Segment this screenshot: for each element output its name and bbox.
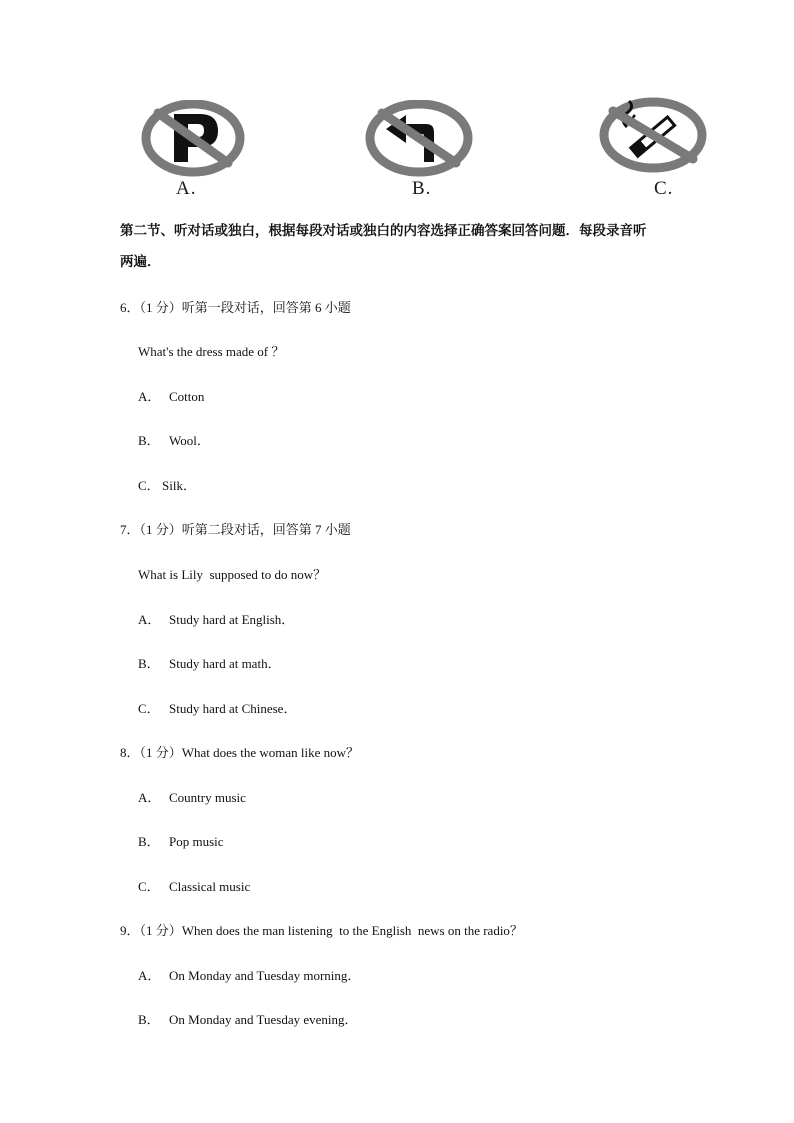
no-left-turn-icon <box>364 100 474 180</box>
question-8-option-c[interactable] <box>138 876 250 895</box>
question-6-option-b[interactable] <box>138 430 210 449</box>
sign-label-c: C. <box>654 178 674 199</box>
option-letter: A． <box>138 968 161 983</box>
question-9-head: 9．（1 分）When does the man listening to the English news on the radio？ <box>120 923 523 938</box>
option-text: Classical music <box>169 879 251 894</box>
option-letter: B． <box>138 1012 160 1027</box>
question-6-option-a[interactable] <box>138 386 204 405</box>
question-7-head: 7．（1 分）听第二段对话，回答第 7 小题 <box>120 522 351 537</box>
option-text: Study hard at Chinese． <box>169 701 297 716</box>
no-parking-icon <box>140 100 246 180</box>
option-letter: A． <box>138 389 161 404</box>
option-text: Country music <box>169 790 246 805</box>
option-letter: A． <box>138 612 161 627</box>
question-9-option-a[interactable] <box>138 965 360 984</box>
option-text: On Monday and Tuesday evening． <box>169 1012 358 1027</box>
question-7-option-c[interactable] <box>138 698 296 717</box>
section-heading <box>120 216 680 278</box>
option-text: Silk． <box>162 478 196 493</box>
no-smoking-sign <box>597 97 709 177</box>
question-6-head: 6．（1 分）听第一段对话，回答第 6 小题 <box>120 300 351 315</box>
option-letter: A． <box>138 790 161 805</box>
no-left-turn-sign <box>364 100 474 180</box>
option-text: Wool． <box>169 433 210 448</box>
question-7-option-b[interactable] <box>138 653 281 672</box>
question-7-text: What is Lily supposed to do now？ <box>138 567 327 582</box>
option-letter: C． <box>138 478 160 493</box>
sign-label-a: A. <box>176 178 197 199</box>
option-text: Study hard at math． <box>169 656 281 671</box>
question-9-option-b[interactable] <box>138 1009 358 1028</box>
option-text: Cotton <box>169 389 205 404</box>
no-smoking-icon <box>597 97 709 177</box>
question-6-option-c[interactable] <box>138 475 196 494</box>
option-text: Study hard at English． <box>169 612 295 627</box>
option-letter: C． <box>138 701 160 716</box>
sign-images-row <box>0 0 794 205</box>
question-8-head: 8．（1 分）What does the woman like now？ <box>120 745 360 760</box>
question-7-option-a[interactable] <box>138 609 294 628</box>
option-text: On Monday and Tuesday morning． <box>169 968 361 983</box>
question-8-option-a[interactable] <box>138 787 246 806</box>
sign-label-b: B. <box>412 178 432 199</box>
option-letter: B． <box>138 834 160 849</box>
option-letter: B． <box>138 656 160 671</box>
section-heading-line2: 两遍． <box>120 254 161 270</box>
option-text: Pop music <box>169 834 224 849</box>
option-letter: B． <box>138 433 160 448</box>
section-heading-line1: 第二节、听对话或独白，根据每段对话或独白的内容选择正确答案回答问题．每段录音听 <box>120 223 647 239</box>
question-8-option-b[interactable] <box>138 831 224 850</box>
question-6-text: What's the dress made of ？ <box>138 344 285 359</box>
option-letter: C． <box>138 879 160 894</box>
no-parking-sign <box>140 100 246 180</box>
